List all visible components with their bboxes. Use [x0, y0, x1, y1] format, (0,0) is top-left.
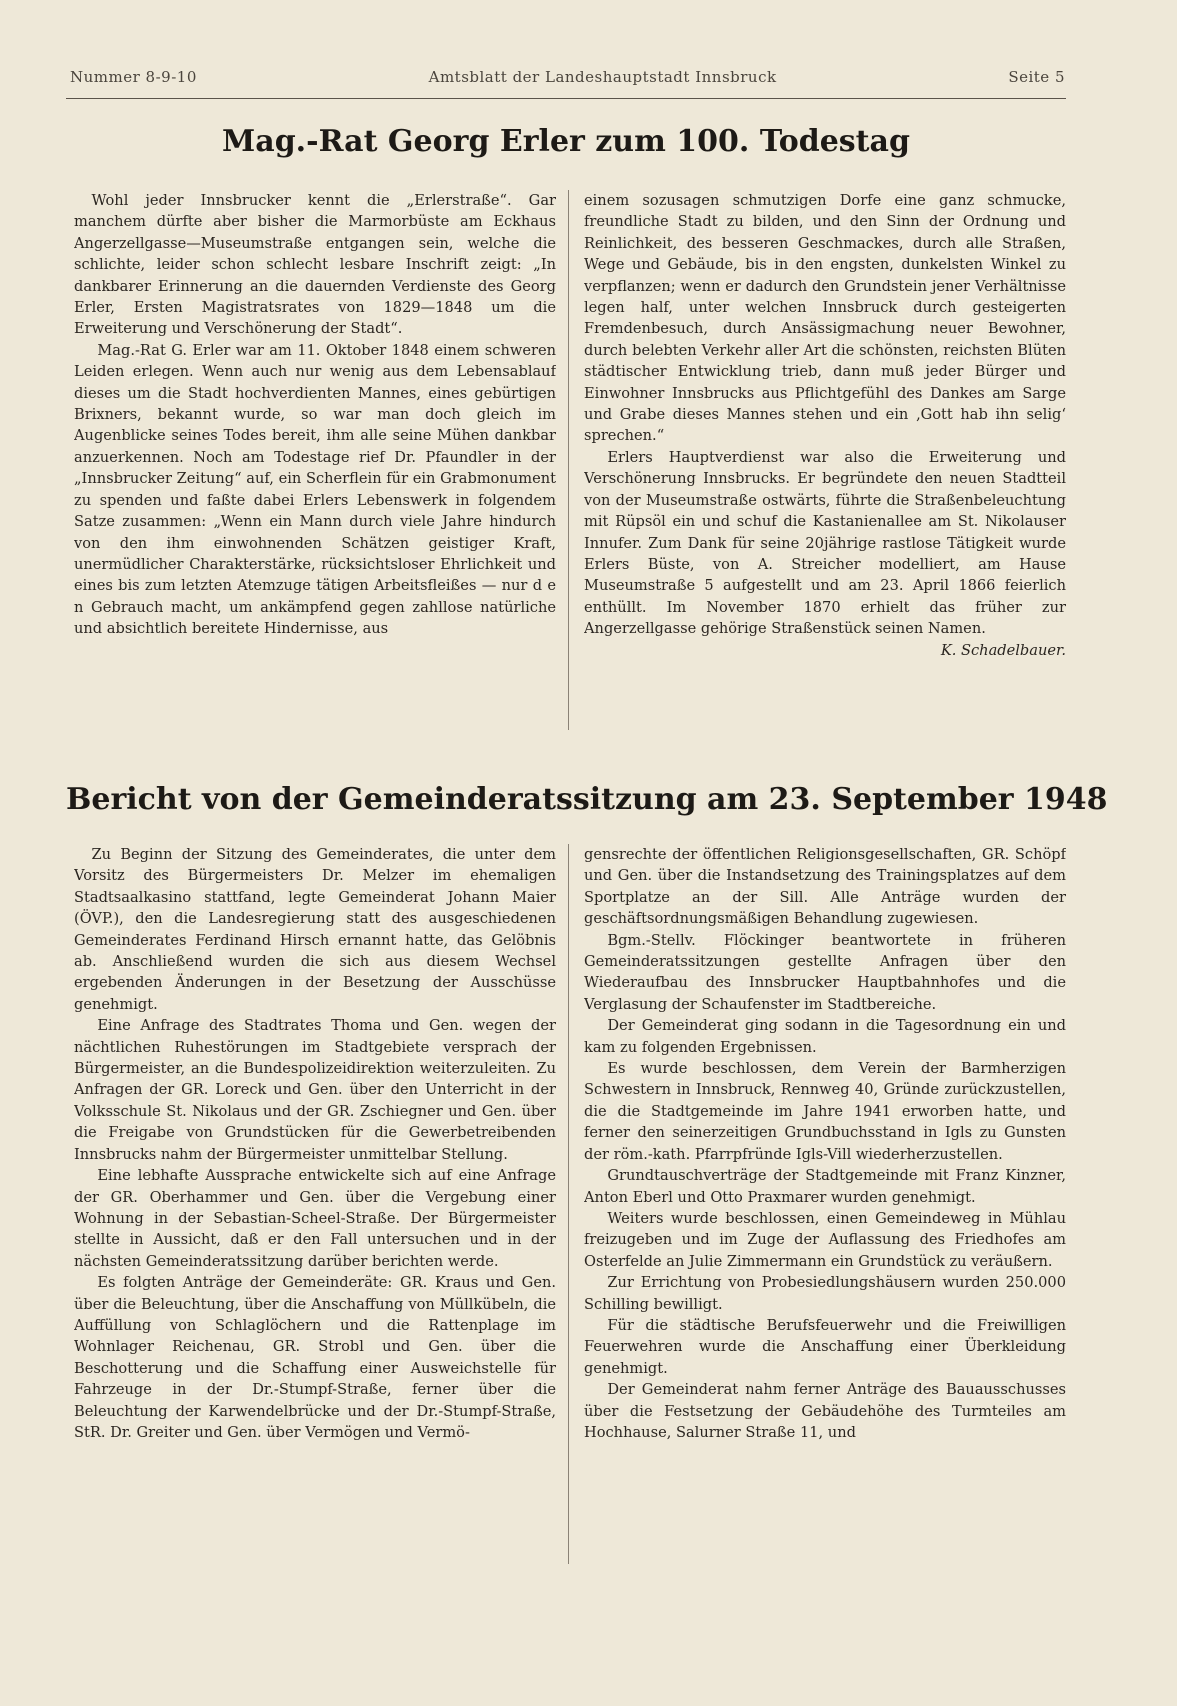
article2-title: Bericht von der Gemeinderatssitzung am 23. September 1948 [66, 782, 1108, 817]
page-number: Seite 5 [1008, 68, 1065, 86]
article2-paragraph: Der Gemeinderat ging sodann in die Tagesordnung ein und kam zu folgenden Ergebnissen. [584, 1017, 1066, 1056]
article2-paragraph: Zu Beginn der Sitzung des Gemeinderates, die unter dem Vorsitz des Bürgermeisters Dr. Melzer im ehemaligen Stadtsaalkasino stattfand, legte Gemeinderat Johann Maier (ÖVP.), den die Landesregierung statt des ausgeschiedenen Gemeinderates Ferdinand Hirsch ernannt hatte, das Gelöbnis ab. Anschließend wurden die sich aus diesem Wechsel ergebenden Änderungen in der Besetzung der Ausschüsse genehmigt. [74, 846, 556, 1013]
article2-paragraph: Eine Anfrage des Stadtrates Thoma und Gen. wegen der nächtlichen Ruhestörungen im Stadtgebiete versprach der Bürgermeister, an die Bundespolizeidirektion weiterzuleiten. Zu Anfragen der GR. Loreck und Gen. über den Unterricht in der Volksschule St. Nikolaus und der GR. Zschiegner und Gen. über die Freigabe von Grundstücken für die Gewerbetreibenden Innsbrucks nahm der Bürgermeister unmittelbar Stellung. [74, 1017, 556, 1163]
article2-column-right [584, 844, 1066, 1564]
running-head [70, 68, 1065, 86]
article1-paragraph: Erlers Hauptverdienst war also die Erweiterung und Verschönerung Innsbrucks. Er begründete den neuen Stadtteil von der Museumstraße ostwärts, führte die Straßenbeleuchtung mit Rüpsöl ein und schuf die Kastanienallee am St. Nikolauser Innufer. Zum Dank für seine 20jährige rastlose Tätigkeit wurde Erlers Büste, von A. Streicher modelliert, am Hause Museumstraße 5 aufgestellt und am 23. April 1866 feierlich enthüllt. Im November 1870 erhielt das früher zur Angerzellgasse gehörige Straßenstück seinen Namen. [584, 448, 1066, 638]
article1-title: Mag.-Rat Georg Erler zum 100. Todestag [222, 124, 910, 159]
article2-paragraph: Es wurde beschlossen, dem Verein der Barmherzigen Schwestern in Innsbruck, Rennweg 40, Gründe zurückzustellen, die die Stadtgemeinde im Jahre 1941 erworben hatte, und ferner den seinerzeitigen Grundbuchsstand in Igls zu Gunsten der röm.-kath. Pfarrpfründe Igls-Vill wiederherzustellen. [584, 1060, 1066, 1163]
article2-paragraph: Eine lebhafte Aussprache entwickelte sich auf eine Anfrage der GR. Oberhammer und Gen. über die Vergebung einer Wohnung in der Sebastian-Scheel-Straße. Der Bürgermeister stellte in Aussicht, daß er den Fall untersuchen und in der nächsten Gemeinderatssitzung darüber berichten werde. [74, 1167, 556, 1270]
article1-paragraph: einem sozusagen schmutzigen Dorfe eine ganz schmucke, freundliche Stadt zu bilden, und den Sinn der Ordnung und Reinlichkeit, des besseren Geschmackes, durch alle Straßen, Wege und Gebäude, bis in den engsten, dunkelsten Winkel zu verpflanzen; wenn er dadurch den Grundstein jener Verhältnisse legen half, unter welchen Innsbruck durch gesteigerten Fremdenbesuch, durch Ansässigmachung neuer Bewohner, durch belebten Verkehr aller Art die schönsten, reichsten Blüten städtischer Entwicklung trieb, dann muß jeder Bürger und Einwohner Innsbrucks aus Pflichtgefühl des Dankes am Sarge und Grabe dieses Mannes stehen und ein ‚Gott hab ihn selig‘ sprechen.“ [584, 192, 1066, 445]
article2-paragraph: Bgm.-Stellv. Flöckinger beantwortete in früheren Gemeinderatssitzungen gestellte Anfragen über den Wiederaufbau des Innsbrucker Hauptbahnhofes und die Verglasung der Schaufenster im Stadtbereiche. [584, 931, 1066, 1013]
article2-paragraph: Weiters wurde beschlossen, einen Gemeindeweg in Mühlau freizugeben und im Zuge der Auflassung des Friedhofes am Osterfelde an Julie Zimmermann ein Grundstück zu veräußern. [584, 1209, 1066, 1270]
article1-paragraph: Mag.-Rat G. Erler war am 11. Oktober 1848 einem schweren Leiden erlegen. Wenn auch nur wenig aus dem Lebensablauf dieses um die Stadt hochverdienten Mannes, eines gebürtigen Brixners, bekannt wurde, so war man doch gleich im Augenblicke seines Todes bereit, ihm alle seine Mühen dankbar anzuerkennen. Noch am Todestage rief Dr. Pfaundler in der „Innsbrucker Zeitung“ auf, ein Scherflein für ein Grabmonument zu spenden und faßte dabei Erlers Lebenswerk in folgendem Satze zusammen: „Wenn ein Mann durch viele Jahre hindurch von den ihm einwohnenden Schätzen geistiger Kraft, unermüdlicher Charakterstärke, rücksichtsloser Ehrlichkeit und eines bis zum letzten Atemzuge tätigen Arbeitsfleißes — nur d e n Gebrauch macht, um ankämpfend gegen zahllose natürliche und absichtlich bereitete Hindernisse, aus [74, 341, 556, 638]
article2-paragraph: Zur Errichtung von Probesiedlungshäusern wurden 250.000 Schilling bewilligt. [584, 1274, 1066, 1313]
article1-paragraph: Wohl jeder Innsbrucker kennt die „Erlerstraße“. Gar manchem dürfte aber bisher die Marmorbüste am Eckhaus Angerzellgasse—Museumstraße entgangen sein, welche die schlichte, leider schon schlecht lesbare Inschrift zeigt: „In dankbarer Erinnerung an die dauernden Verdienste des Georg Erler, Ersten Magistratsrates von 1829—1848 um die Erweiterung und Verschönerung der Stadt“. [74, 192, 556, 338]
article1-signature: K. Schadelbauer. [940, 641, 1066, 659]
article2-paragraph: Grundtauschverträge der Stadtgemeinde mit Franz Kinzner, Anton Eberl und Otto Praxmarer wurden genehmigt. [584, 1167, 1066, 1206]
article2-paragraph: Für die städtische Berufsfeuerwehr und die Freiwilligen Feuerwehren wurde die Anschaffung einer Überkleidung genehmigt. [584, 1316, 1066, 1377]
article1-column-right [584, 190, 1066, 730]
article1-column-left [74, 190, 556, 730]
article2-paragraph: Es folgten Anträge der Gemeinderäte: GR. Kraus und Gen. über die Beleuchtung, über die Anschaffung von Müllkübeln, die Auffüllung von Schlaglöchern und die Rattenplage im Wohnlager Reichenau, GR. Strobl und Gen. über die Beschotterung und die Schaffung einer Ausweichstelle für Fahrzeuge in der Dr.-Stumpf-Straße, ferner über die Beleuchtung der Karwendelbrücke und der Dr.-Stumpf-Straße, StR. Dr. Greiter und Gen. über Vermögen und Vermö- [74, 1274, 556, 1441]
column-divider [568, 190, 569, 730]
article2-column-left [74, 844, 556, 1564]
issue-number: Nummer 8-9-10 [70, 68, 197, 86]
article2-paragraph: Der Gemeinderat nahm ferner Anträge des Bauausschusses über die Festsetzung der Gebäudehöhe des Turmteiles am Hochhause, Salurner Straße 11, und [584, 1381, 1066, 1441]
column-divider [568, 844, 569, 1564]
article2-paragraph: gensrechte der öffentlichen Religionsgesellschaften, GR. Schöpf und Gen. über die Instandsetzung des Trainingsplatzes auf dem Sportplatze an der Sill. Alle Anträge wurden der geschäftsordnungsmäßigen Behandlung zugewiesen. [584, 846, 1066, 928]
publication-name: Amtsblatt der Landeshauptstadt Innsbruck [428, 68, 777, 86]
header-rule [66, 98, 1066, 99]
